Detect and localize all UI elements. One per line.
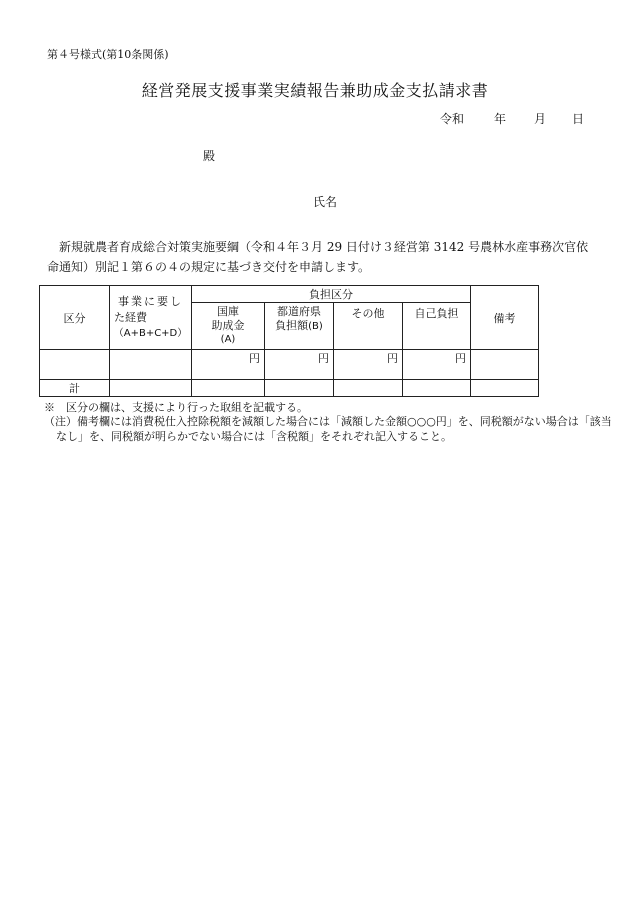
header-expense: [110, 286, 192, 350]
total-national[interactable]: [192, 380, 265, 397]
header-category: 区分: [40, 286, 110, 350]
header-expense-line1: 事業に要し: [118, 294, 183, 308]
note-remarks: （注）備考欄には消費税仕入控除税額を減額した場合には「減額した金額○○○円」を、同税額がない場合は「該当なし」を、同税額が明らかでない場合には「含税額」をそれぞれ記入すること。: [44, 415, 612, 443]
total-other[interactable]: [334, 380, 403, 397]
form-number: 第４号様式(第10条関係): [47, 48, 169, 61]
total-self[interactable]: [403, 380, 471, 397]
header-other: その他: [334, 303, 403, 350]
addressee-suffix: 殿: [203, 149, 216, 163]
date-year: 年: [494, 112, 507, 126]
header-national-subsidy: [192, 303, 265, 350]
cell-remarks[interactable]: [471, 350, 539, 380]
header-prefecture-burden: [265, 303, 334, 350]
header-expense-formula: （A+B+C+D）: [113, 327, 188, 339]
header-national-line1: 国庫: [217, 305, 239, 318]
header-expense-line2: た経費: [114, 310, 147, 324]
document-title: 経営発展支援事業実績報告兼助成金支払請求書: [141, 81, 489, 100]
date-era: 令和: [440, 112, 465, 126]
table-row: [40, 350, 539, 380]
date-day: 日: [572, 112, 585, 126]
total-remarks[interactable]: [471, 380, 539, 397]
total-row: [40, 380, 539, 397]
applicant-name-label: 氏名: [313, 195, 338, 209]
cell-prefecture-yen[interactable]: 円: [265, 350, 334, 380]
header-burden-group: 負担区分: [192, 286, 471, 303]
header-prefecture-line2: [265, 319, 333, 334]
header-remarks: 備考: [471, 286, 539, 350]
total-label: 計: [40, 380, 110, 397]
header-prefecture-code: (B): [308, 321, 323, 332]
header-prefecture-line2-text: 負担額: [275, 319, 309, 332]
expense-table: [39, 285, 539, 397]
cell-self-yen[interactable]: 円: [403, 350, 471, 380]
cell-category[interactable]: [40, 350, 110, 380]
header-prefecture-line1: 都道府県: [277, 305, 321, 318]
total-expense[interactable]: [110, 380, 192, 397]
header-national-code: (A): [220, 334, 236, 345]
total-prefecture[interactable]: [265, 380, 334, 397]
cell-expense[interactable]: [110, 350, 192, 380]
cell-other-yen[interactable]: 円: [334, 350, 403, 380]
note-category: ※ 区分の欄は、支援により行った取組を記載する。: [44, 401, 308, 414]
header-national-line2: 助成金: [211, 319, 245, 332]
application-statement: 新規就農者育成総合対策実施要綱（令和４年３月 29 日付け３経営第 3142 号農林水産事務次官依命通知）別記１第６の４の規定に基づき交付を申請します。: [47, 240, 589, 274]
header-self-burden: 自己負担: [403, 303, 471, 350]
date-month: 月: [534, 112, 547, 126]
cell-national-yen[interactable]: 円: [192, 350, 265, 380]
